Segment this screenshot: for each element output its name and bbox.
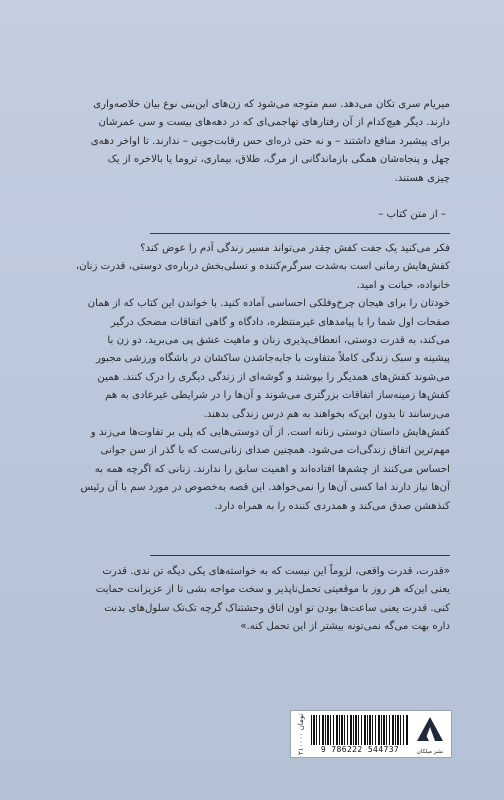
text-line: فکر می‌کنید یک جفت کفش چقدر می‌تواند مسیر زندگی آدم را عوض کند؟ [140, 243, 450, 254]
excerpt-quote-top [56, 96, 450, 188]
text-line: «قدرت، قدرت واقعی، لزوماً این نیست که به خواسته‌های یکی دیگه تن ندی. قدرت [102, 566, 450, 577]
text-line: آن‌ها نیاز دارند اما کسی آن‌ها را نمی‌خواهد. این قصه به‌خصوص در مورد سم با آن رئیس [80, 482, 450, 494]
text-line: کنذهشن صدق می‌کند و همدردی کننده را به همراه دارد. [214, 500, 450, 512]
text-line: خودتان را برای هیجان چرخ‌وفلکی احساسی آماده کنید. با خواندن این کتاب که از همان [87, 298, 450, 310]
blurb-body [56, 240, 450, 516]
publisher-name: نشر میلکان [416, 749, 444, 755]
text-line: خانواده، خیانت و امید. [356, 279, 450, 291]
text-line: پیشینه و سبک زندگی کاملاً متفاوت با جابه‌جاشدن ساکشان در باشگاه ورزشی مجبور [96, 353, 450, 365]
text-line: می‌شوند کفش‌های همدیگر را بپوشند و گوشه‌ای از زندگی دیگری را درک کنند. همین [97, 371, 450, 383]
barcode-badge [290, 710, 452, 758]
text-line: می‌کند، به قدرت دوستی، انعطاف‌پذیری زنان و ماهیت عشق پی می‌برید. دو زن با [107, 335, 450, 347]
divider-line [150, 233, 450, 234]
divider-line [150, 555, 450, 556]
text-line: می‌رسانند تا بدون این‌که بخواهند به هم درس زندگی بدهند. [203, 408, 450, 420]
text-line: دارند. دیگر هیچ‌کدام از آن رفتارهای تهاجمی‌ای که در دهه‌های بیست و سی عمرشان [98, 117, 450, 129]
text-line: چهل و پنجاه‌شان همگی بازماندگانی از مرگ، طلاق، بیماری، تروما یا بالاخره از یک [107, 154, 450, 166]
tent-mountain-icon [415, 715, 445, 753]
text-line: مهم‌ترین اتفاق زندگی‌ات می‌شود. همچنین صدای زنانی‌ست که با گذر از سن جوانی [100, 445, 450, 457]
text-line: داره بهت می‌گه نمی‌تونه بیشتر از این تحمل کنه.» [240, 621, 450, 633]
barcode-image [311, 715, 409, 745]
text-line: یعنی این‌که هر روز با موقعیتی تحمل‌ناپذیر و سخت مواجه بشی تا از عزیزانت حمایت [95, 584, 450, 596]
text-line: کفش‌ها زمینه‌ساز اتفاقات بزرگتری می‌شوند و آن‌ها را در شرایطی غیرعادی به هم [105, 390, 450, 402]
excerpt-quote-bottom [56, 563, 450, 637]
price-label: ۲۱۰۰۰۰ تومان [297, 713, 305, 755]
text-line: کفش‌هایش رمانی است به‌شدت سرگرم‌کننده و تسلی‌بخش درباره‌ی دوستی، قدرت زنان، [75, 261, 450, 273]
text-line: صفحات اول شما را با پیامدهای غیرمنتظره، دادگاه و گاهی اتفاقات مضحک درگیر [110, 316, 450, 328]
text-line: میریام سری تکان می‌دهد. سم متوجه می‌شود که زن‌های این‌بنی نوع بیان خلاصه‌واری [93, 99, 450, 110]
text-line: برای پیشبرد منافع داشتند – و نه حتی ذره‌ای حس رقابت‌جویی – ندارند. تا اواخر دهه‌ی [90, 135, 450, 147]
text-line: کنی. قدرت یعنی ساعت‌ها بودن تو اون اتاق وحشتناک گرچه تک‌تک سلول‌های بدنت [104, 602, 450, 614]
isbn-number: 9 786222 544737 [320, 745, 400, 754]
text-line: چیزی هستند. [394, 172, 450, 184]
text-line: کفش‌هایش داستان دوستی زنانه است. از آن دوستی‌هایی که پلی بر تفاوت‌ها می‌زند و [90, 427, 450, 439]
text-line: احساس می‌کنند از چشم‌ها افتاده‌اند و اهمیت سابق را ندارند. زنانی که اگرچه همه به [94, 463, 450, 475]
excerpt-source: – از متن کتاب – [378, 209, 446, 220]
